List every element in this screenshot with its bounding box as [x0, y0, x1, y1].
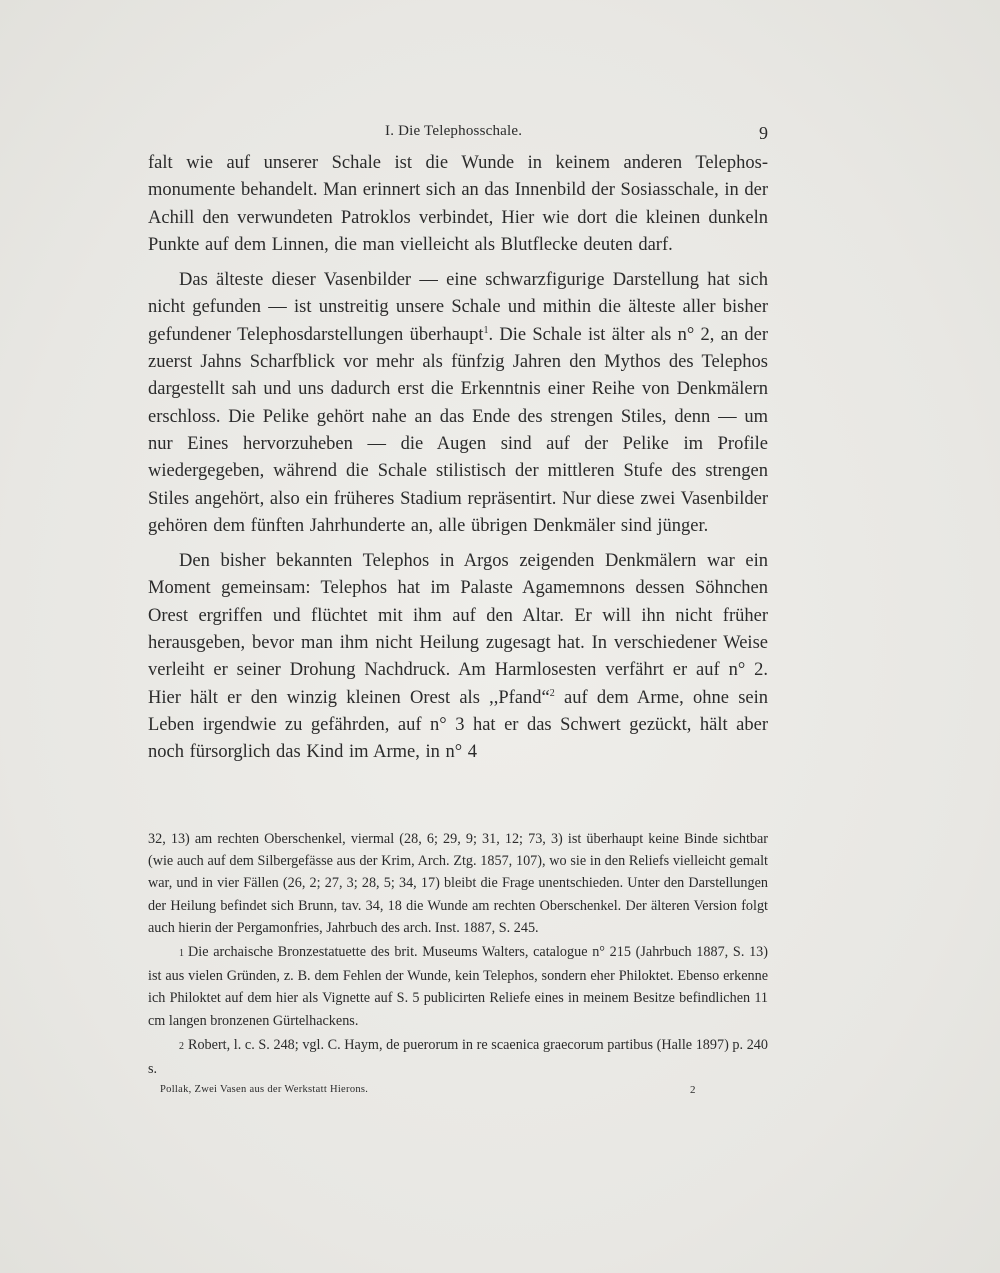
footnotes [148, 828, 768, 1082]
paragraph-2-text-a: Das älteste dieser Vasenbilder — eine schwarzfigurige Darstellung hat sich nicht gefunden — ist unstreitig unsere Schale und mithin die älteste aller bisher gefundener Telephosdarstellungen überhaupt [148, 270, 768, 345]
footnote-2-text: Robert, l. c. S. 248; vgl. C. Haym, de puerorum in re scaenica graecorum partibus (Halle 1897) p. 240 s. [148, 1036, 768, 1078]
footnote-1-text: Die archaische Bronzestatuette des brit. Museums Walters, catalogue n° 215 (Jahrbuch 1887, S. 13) ist aus vielen Gründen, z. B. dem Fehlen der Wunde, kein Telephos, sondern eher Philoktet. Ebenso erkenne ich Philoktet auf dem hier als Vignette auf S. 5 publicirten Reliefe eines in meinem Besitze befindlichen 11 cm langen bronzenen Gürtelhackens. [148, 944, 768, 1029]
main-text [148, 150, 768, 775]
paragraph-3-text-b: auf dem Arme, ohne sein Leben irgendwie zu gefährden, auf n° 3 hat er das Schwert gezückt, hält aber noch fürsorglich das Kind im Arme, in n° 4 [148, 687, 768, 763]
paragraph-1-text: falt wie auf unserer Schale ist die Wunde in keinem anderen Telephos-monumente behandelt. Man erinnert sich an das Innenbild der Sosiasschale, in der Achill den verwundeten Patroklos verbindet, Hier wie dort die kleinen dunkeln Punkte auf dem Linnen, die man vielleicht als Blutflecke deuten darf. [148, 153, 768, 255]
paragraph-3 [148, 548, 768, 766]
paragraph-2-text-b: . Die Schale ist älter als n° 2, an der zuerst Jahns Scharfblick vor mehr als fünfzig Jahren den Mythos des Telephos dargestellt sah und uns dadurch erst die Erkenntnis einer Reihe von Denkmälern erschloss. Die Pelike gehört nahe an das Ende des strengen Stiles, denn — um nur Eines hervorzuheben — die Augen sind auf der Pelike im Profile wiedergegeben, während die Schale stilistisch der mittleren Stufe des strengen Stiles angehört, also ein früheres Stadium repräsentirt. Nur diese zwei Vasenbilder gehören dem fünften Jahrhunderte an, alle übrigen Denkmäler sind jünger. [148, 324, 768, 536]
footnote-ref-1: 1 [483, 324, 489, 336]
paragraph-2 [148, 267, 768, 540]
footnote-continued [148, 828, 768, 939]
page-number: 9 [759, 123, 768, 143]
footnote-2 [148, 1034, 768, 1080]
paragraph-3-text-a: Den bisher bekannten Telephos in Argos zeigenden Denkmälern war ein Moment gemeinsam: Telephos hat im Palaste Agamemnons dessen Söhnchen Orest ergriffen und flüchtet mit ihm auf den Altar. Er will ihn nicht früher herausgeben, bevor man ihm nicht Heilung zugesagt hat. In verschiedener Weise verleiht er seiner Drohung Nachdruck. Am Harmlosesten verfährt er auf n° 2. Hier hält er den winzig kleinen Orest als ,,Pfand“ [148, 551, 768, 708]
footnote-continued-text: 32, 13) am rechten Oberschenkel, viermal (28, 6; 29, 9; 31, 12; 73, 3) ist überhaupt keine Binde sichtbar (wie auch auf dem Silbergefässe aus der Krim, Arch. Ztg. 1857, 107), wo sie in den Reliefs vielleicht gemalt war, und in vier Fällen (26, 2; 27, 3; 28, 5; 34, 17) bleibt die Frage unentschieden. Unter den Darstellungen der Heilung befindet sich Brunn, tav. 34, 18 die Wunde am rechten Oberschenkel. Der älteren Version folgt auch hierin der Pergamonfries, Jahrbuch des arch. Inst. 1887, S. 245. [148, 831, 768, 936]
footnote-2-mark: 2 [179, 1040, 184, 1052]
paragraph-1 [148, 150, 768, 259]
footnote-1 [148, 941, 768, 1032]
signature-line [160, 1084, 720, 1102]
running-head [148, 123, 768, 147]
signature-number: 2 [690, 1084, 696, 1096]
footnote-ref-2: 2 [549, 687, 555, 699]
footnote-1-mark: 1 [179, 948, 184, 960]
signature-text: Pollak, Zwei Vasen aus der Werkstatt Hierons. [160, 1084, 369, 1095]
running-title: I. Die Telephosschale. [385, 123, 523, 139]
